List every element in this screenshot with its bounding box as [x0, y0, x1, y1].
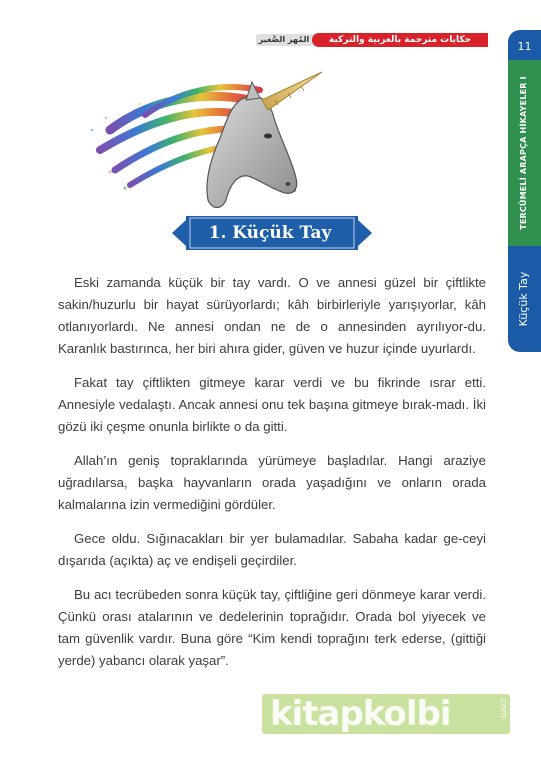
- watermark-suffix: .com: [498, 696, 508, 719]
- header-arabic-title: المُهر الصَّغير: [258, 35, 310, 44]
- page-number: 11: [517, 40, 532, 53]
- header-arabic-series: حكايات مترجمة بالعربية والتركية: [312, 33, 488, 47]
- watermark-brand: kitapkolbi: [270, 694, 451, 734]
- paragraph: Bu acı tecrübeden sonra küçük tay, çiftliğine geri dönmeye karar verdi. Çünkü orası atalarının ve dedelerinin toprağıdır. Orada bol yiyecek ve tam güvenlik vardır. Buna göre “Kim kendi toprağını terk ederse, (gittiği yerde) yabancı olarak yaşar”.: [58, 587, 486, 668]
- side-tab-series-label: TERCÜMELİ ARAPÇA HİKAYELER I: [519, 76, 528, 230]
- chapter-title: 1. Küçük Tay: [208, 223, 332, 243]
- unicorn-illustration: [70, 60, 340, 220]
- watermark: [262, 680, 512, 736]
- unicorn-horn: [262, 72, 322, 110]
- paragraph: Fakat tay çiftlikten gitmeye karar verdi ve bu fikrinde ısrar etti. Annesiyle vedalaştı. Ancak annesi onu tek başına gitmeye bırak-madı. İki gözü iki çeşme onunla birlikte o da gitti.: [58, 375, 486, 434]
- paragraph: Allah’ın geniş topraklarında yürümeye başladılar. Hangi araziye uğradılarsa, başka hayvanların orada yaşadığını ve onların orada kalmalarına izin vermediğini gördüler.: [58, 453, 486, 512]
- story-body: [58, 272, 486, 684]
- paragraph: Eski zamanda küçük bir tay vardı. O ve annesi güzel bir çiftlikte sakin/huzurlu bir hayat sürüyorlardı; kâh birbirleriyle yarışıyorlar, kâh otlanıyorlardı. Ne annesi ondan ne de o annesinden ayrılıyor-du. Karanlık bastırınca, her biri ahıra gider, güven ve huzur içinde uyurlardı.: [58, 275, 486, 356]
- side-tab-chapter-label: Küçük Tay: [517, 271, 530, 327]
- paragraph: Gece oldu. Sığınacakları bir yer bulamadılar. Sabaha kadar ge-ceyi dışarıda (açıkta) aç ve endişeli geçirdiler.: [58, 531, 486, 568]
